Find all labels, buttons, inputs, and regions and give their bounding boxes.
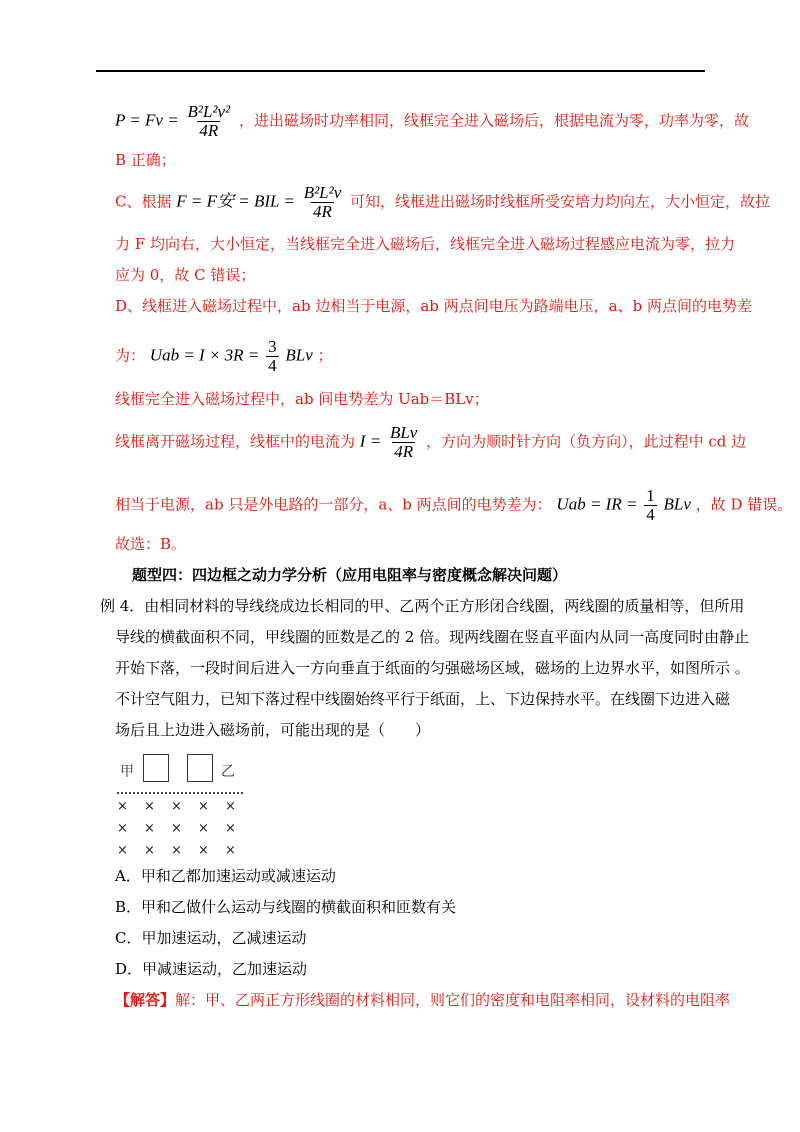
current-formula: I =	[359, 431, 382, 451]
field-cross-mark: ×	[117, 799, 128, 814]
voltage-formula-1: Uab = I × 3R =	[149, 345, 260, 365]
field-cross-mark: ×	[144, 843, 155, 858]
formula-line-b	[115, 103, 749, 140]
b-conclusion: B 正确；	[115, 151, 176, 169]
solution-text: 解：甲、乙两正方形线圈的材料相同，则它们的密度和电阻率相同，设材料的电阻率	[175, 991, 731, 1009]
power-fraction: $\frac{\text{B²L²v²}}{4R}$	[187, 102, 231, 140]
formula-line-d5: 相当于电源，ab 只是外电路的一部分，a、b 两点间的电势差为： Uab = IR = $\frac{1}{4}$ BLv ，故 D 错误。	[115, 486, 793, 524]
question-line-3: 开始下落，一段时间后进入一方向垂直于纸面的匀强磁场区域，磁场的上边界水平，如图所示 。	[115, 659, 750, 677]
current-fraction: $\frac{\text{BLv}}{4R}$	[389, 423, 418, 461]
formula-line-d2: 为： Uab = I × 3R = $\frac{3}{4}$ BLv ；	[115, 337, 333, 375]
force-fraction: $\frac{\text{B²L²v}}{4R}$	[303, 183, 342, 221]
header-rule	[96, 70, 705, 72]
c-text-3: 应为 0，故 C 错误；	[115, 266, 256, 284]
formula-line-d4: 线框离开磁场过程，线框中的电流为 I = $\frac{\text{BLv}}{4R}$ ，方向为顺时针方向（负方向），此过程中 cd 边	[115, 423, 747, 461]
power-formula: P = Fv =	[115, 110, 179, 130]
field-cross-mark: ×	[171, 821, 182, 836]
d-text-3: 线框完全进入磁场过程中，ab 间电势差为 Uab＝BLv；	[115, 390, 489, 408]
d-text-1: D、线框进入磁场过程中，ab 边相当于电源，ab 两点间电压为路端电压，a、b 两点间的电势差	[115, 297, 752, 315]
question-line-2: 导线的横截面积不同，甲线圈的匝数是乙的 2 倍。现两线圈在竖直平面内从同一高度同时由静止	[115, 628, 750, 646]
b-explanation: ，进出磁场时功率相同，线框完全进入磁场后，根据电流为零，功率为零，故	[238, 111, 749, 130]
option-b: B．甲和乙做什么运动与线圈的横截面积和匝数有关	[115, 898, 457, 916]
field-boundary	[117, 792, 243, 794]
field-cross-mark: ×	[117, 821, 128, 836]
question-line-5: 场后且上边进入磁场前，可能出现的是（ ）	[115, 721, 431, 739]
force-formula: F = F安 = BIL =	[176, 191, 295, 211]
field-cross-mark: ×	[225, 799, 236, 814]
solution-tag: 【解答】	[115, 991, 176, 1009]
option-a: A．甲和乙都加速运动或减速运动	[115, 867, 336, 885]
answer-line: 故选：B。	[115, 535, 187, 553]
coil-yi-square	[187, 754, 213, 782]
field-cross-mark: ×	[171, 843, 182, 858]
field-cross-mark: ×	[117, 843, 128, 858]
question-line-1: 例 4．由相同材料的导线绕成边长相同的甲、乙两个正方形闭合线圈，两线圈的质量相等，但所用	[100, 597, 745, 615]
field-cross-mark: ×	[144, 821, 155, 836]
formula-line-c: C、根据 F = F安 = BIL = $\frac{\text{B²L²v}}{4R}$ 可知，线框进出磁场时线框所受安培力均向左，大小恒定，故拉	[115, 183, 771, 221]
voltage-fraction-1: $\frac{3}{4}$	[268, 337, 277, 375]
c-text-2: 力 F 均向右，大小恒定，当线框完全进入磁场后，线框完全进入磁场过程感应电流为零，拉力	[115, 235, 735, 253]
section-title: 题型四：四边框之动力学分析（应用电阻率与密度概念解决问题）	[132, 566, 568, 584]
coil-jia-label: 甲	[120, 764, 134, 780]
voltage-formula-2: Uab = IR =	[556, 494, 638, 514]
field-cross-mark: ×	[171, 799, 182, 814]
field-cross-mark: ×	[198, 843, 209, 858]
field-cross-mark: ×	[198, 799, 209, 814]
coil-jia-square	[143, 754, 169, 782]
field-cross-mark: ×	[225, 843, 236, 858]
coil-yi-label: 乙	[221, 764, 235, 780]
solution-next	[115, 990, 730, 1010]
field-cross-mark: ×	[198, 821, 209, 836]
option-d: D．甲减速运动，乙加速运动	[115, 960, 308, 978]
voltage-fraction-2: $\frac{1}{4}$	[646, 486, 655, 524]
field-cross-mark: ×	[225, 821, 236, 836]
field-cross-grid	[117, 796, 252, 862]
question-line-4: 不计空气阻力，已知下落过程中线圈始终平行于纸面，上、下边保持水平。在线圈下边进入磁	[115, 690, 731, 708]
field-cross-mark: ×	[144, 799, 155, 814]
option-c: C．甲加速运动，乙减速运动	[115, 929, 307, 947]
